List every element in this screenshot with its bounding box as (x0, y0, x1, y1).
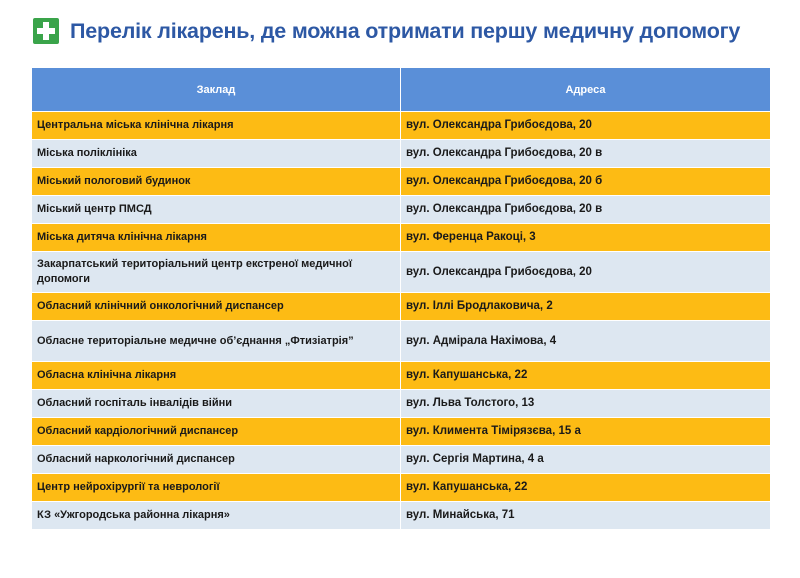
facility-name-cell: Обласний госпіталь інвалідів війни (32, 390, 401, 418)
hospitals-table (31, 67, 771, 530)
page-title: Перелік лікарень, де можна отримати першу медичну допомогу (70, 18, 741, 43)
address-cell: вул. Олександра Грибоєдова, 20 (401, 252, 771, 293)
page-header (33, 18, 740, 44)
table-row (32, 446, 771, 474)
address-cell: вул. Льва Толстого, 13 (401, 390, 771, 418)
facility-name-cell: Міський центр ПМСД (32, 196, 401, 224)
facility-name-cell: Обласний наркологічний диспансер (32, 446, 401, 474)
facility-name-cell: Закарпатський територіальний центр екстреної медичної допомоги (32, 252, 401, 293)
address-cell: вул. Капушанська, 22 (401, 474, 771, 502)
facility-name-cell: Міська дитяча клінічна лікарня (32, 224, 401, 252)
table-row (32, 321, 771, 362)
column-header-facility: Заклад (32, 68, 401, 112)
table-row (32, 293, 771, 321)
table-row (32, 112, 771, 140)
table-row (32, 196, 771, 224)
address-cell: вул. Климента Тімірязєва, 15 а (401, 418, 771, 446)
address-cell: вул. Сергія Мартина, 4 а (401, 446, 771, 474)
facility-name-cell: Обласний клінічний онкологічний диспансер (32, 293, 401, 321)
address-cell: вул. Олександра Грибоєдова, 20 в (401, 196, 771, 224)
facility-name-cell: Центр нейрохірургії та неврології (32, 474, 401, 502)
facility-name-cell: Обласний кардіологічний диспансер (32, 418, 401, 446)
table-header-row (32, 68, 771, 112)
table-row (32, 362, 771, 390)
address-cell: вул. Адмірала Нахімова, 4 (401, 321, 771, 362)
table-row (32, 502, 771, 530)
address-cell: вул. Олександра Грибоєдова, 20 (401, 112, 771, 140)
table-row (32, 418, 771, 446)
facility-name-cell: КЗ «Ужгородська районна лікарня» (32, 502, 401, 530)
address-cell: вул. Минайська, 71 (401, 502, 771, 530)
table-row (32, 390, 771, 418)
medical-cross-icon (33, 18, 59, 44)
address-cell: вул. Олександра Грибоєдова, 20 б (401, 168, 771, 196)
address-cell: вул. Олександра Грибоєдова, 20 в (401, 140, 771, 168)
address-cell: вул. Капушанська, 22 (401, 362, 771, 390)
table-row (32, 252, 771, 293)
column-header-address: Адреса (401, 68, 771, 112)
address-cell: вул. Ференца Ракоці, 3 (401, 224, 771, 252)
address-cell: вул. Іллі Бродлаковича, 2 (401, 293, 771, 321)
facility-name-cell: Міська поліклініка (32, 140, 401, 168)
facility-name-cell: Центральна міська клінічна лікарня (32, 112, 401, 140)
facility-name-cell: Обласне територіальне медичне об’єднання „Фтизіатрія” (32, 321, 401, 362)
table-row (32, 168, 771, 196)
table-row (32, 474, 771, 502)
table-body (32, 112, 771, 530)
facility-name-cell: Обласна клінічна лікарня (32, 362, 401, 390)
facility-name-cell: Міський пологовий будинок (32, 168, 401, 196)
table-row (32, 140, 771, 168)
table-row (32, 224, 771, 252)
